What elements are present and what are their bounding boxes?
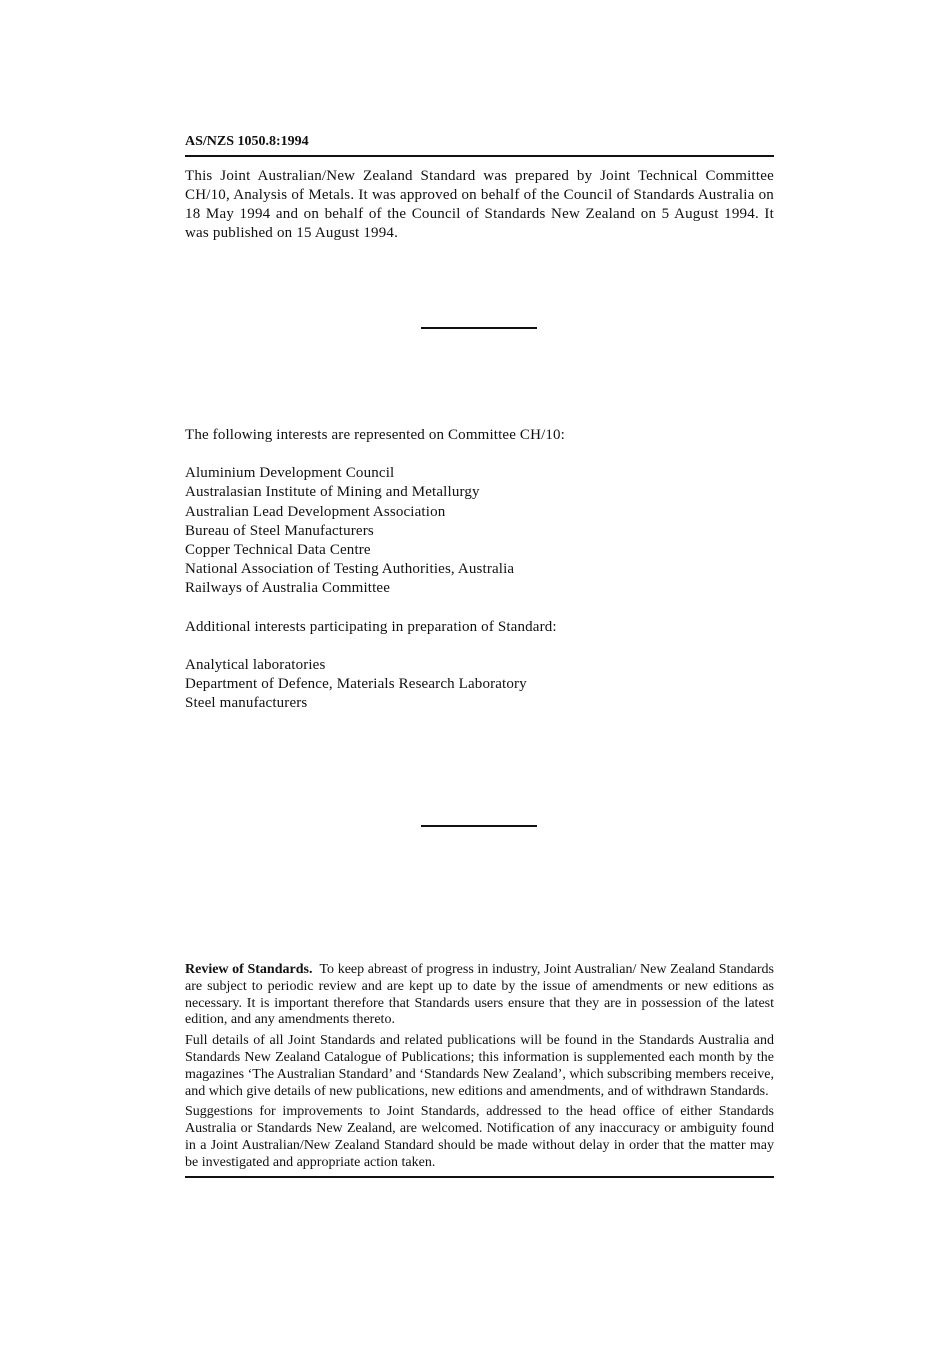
review-heading: Review of Standards. [185, 962, 313, 977]
footer-rule [185, 1176, 774, 1178]
additional-interests-intro: Additional interests participating in preparation of Standard: [185, 618, 557, 635]
list-item: Copper Technical Data Centre [185, 542, 371, 559]
document-header [185, 133, 774, 258]
section-separator [421, 825, 537, 827]
committee-intro: The following interests are represented on Committee CH/10: [185, 427, 566, 443]
additional-interests-list [185, 656, 774, 714]
review-text-1: To keep abreast of progress in industry, Joint Australian/ New Zealand Standards are subject to periodic review and are kept up to date by the issue of amendments or new editions as necessary. It is important therefore that Standards users ensure that they are in possession of the latest edition, and any amendments thereto. [185, 962, 775, 1028]
list-item: Department of Defence, Materials Research Laboratory [185, 676, 527, 693]
section-separator [421, 327, 537, 329]
document-id: AS/NZS 1050.8:1994 [185, 134, 309, 149]
header-rule [185, 155, 774, 157]
list-item: Australian Lead Development Association [185, 503, 446, 520]
list-item: National Association of Testing Authorities, Australia [185, 561, 515, 578]
committee-section [185, 426, 774, 713]
list-item: Steel manufacturers [185, 695, 308, 712]
review-paragraph-2: Full details of all Joint Standards and related publications will be found in the Standards Australia and Standards New Zealand Catalogue of Publications; this information is supplemented each month by the magazines ‘The Australian Standard’ and ‘Standards New Zealand’, which subscribing members receive, and which give details of new publications, new editions and amendments, and of withdrawn Standards. [185, 1033, 774, 1099]
review-of-standards-section [185, 962, 774, 1178]
review-paragraph-1 [185, 962, 774, 1029]
list-item: Railways of Australia Committee [185, 580, 391, 597]
approval-statement: This Joint Australian/New Zealand Standard was prepared by Joint Technical Committee CH/10, Analysis of Metals. It was approved on behalf of the Council of Standards Australia on 18 May 1994 and on behalf of the Council of Standards New Zealand on 5 August 1994. It was published on 15 August 1994. [185, 168, 774, 241]
list-item: Aluminium Development Council [185, 465, 395, 482]
list-item: Analytical laboratories [185, 656, 326, 673]
list-item: Australasian Institute of Mining and Metallurgy [185, 484, 480, 501]
review-paragraph-3: Suggestions for improvements to Joint Standards, addressed to the head office of either Standards Australia or Standards New Zealand, are welcomed. Notification of any inaccuracy or ambiguity found in a Joint Australian/New Zealand Standard should be made without delay in order that the matter may be investigated and appropriate action taken. [185, 1104, 774, 1170]
committee-member-list [185, 464, 774, 598]
list-item: Bureau of Steel Manufacturers [185, 522, 374, 539]
